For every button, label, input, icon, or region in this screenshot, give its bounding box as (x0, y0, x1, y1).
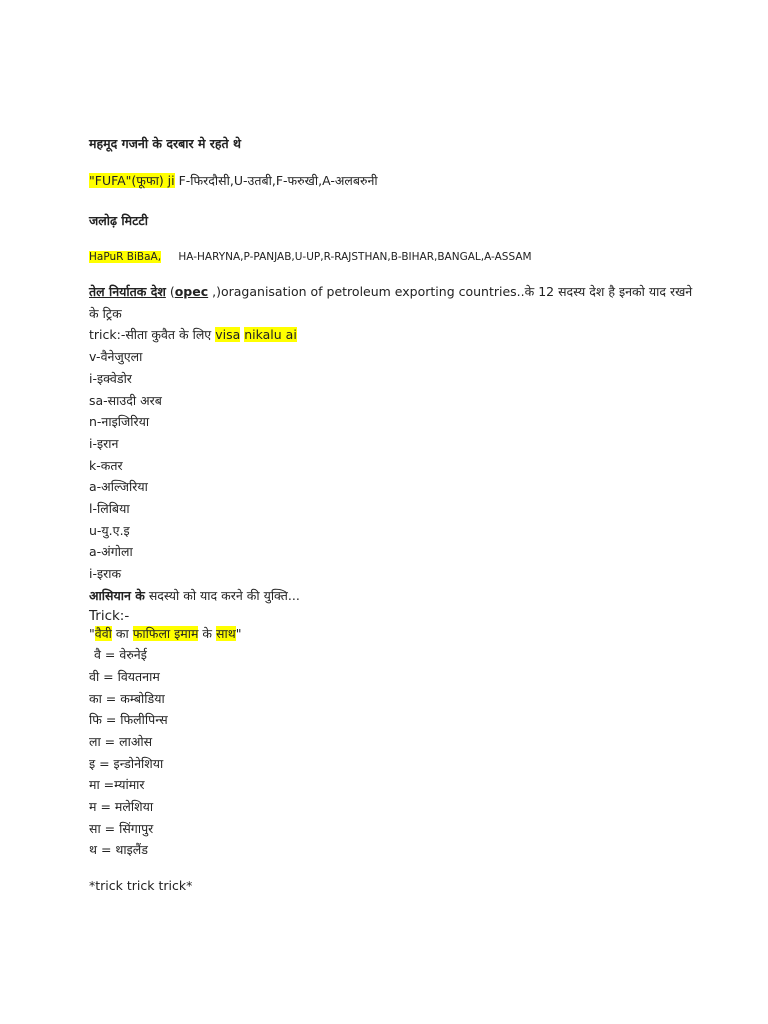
asean-item: ला = लाओस (89, 734, 153, 749)
opec-item: k-कतर (89, 458, 123, 473)
opec-title: तेल निर्यातक देश (89, 284, 166, 299)
mnemonic-word-1: वैवी (94, 626, 112, 641)
opec-trick-nikalu: nikalu ai (244, 327, 297, 342)
hapur-highlight: HaPuR BiBaA, (89, 251, 162, 263)
opec-item: i-इराक (89, 566, 122, 581)
heading-ghazni: महमूद गजनी के दरबार मे रहते थे (89, 136, 241, 151)
opec-line2: के ट्रिक (89, 306, 122, 321)
quote-close: " (235, 626, 242, 641)
opec-rest: ,)oraganisation of petroleum exporting countries..के 12 सदस्य देश है इनको याद रखने (208, 284, 693, 299)
opec-item: i-इरान (89, 436, 119, 451)
opec-paren: ( (169, 284, 175, 299)
heading-alluvial-soil: जलोढ़ मिटटी (89, 213, 148, 228)
opec-trick-visa: visa (215, 327, 241, 342)
opec-item: u-यु.ए.इ (89, 523, 130, 538)
opec-trick-line (89, 326, 297, 344)
asean-item: इ = इन्डोनेशिया (89, 756, 164, 771)
opec-item: i-इक्वेडोर (89, 371, 132, 386)
asean-item: मा =म्यांमार (89, 777, 145, 792)
opec-heading-line (89, 283, 692, 301)
opec-item: n-नाइजिरिया (89, 414, 150, 429)
asean-trick-label: Trick:- (89, 608, 130, 624)
fufa-line (89, 172, 378, 190)
opec-item: sa-साउदी अरब (89, 393, 162, 408)
asean-title-rest: सदस्यो को याद करने की युक्ति... (144, 588, 300, 603)
opec-item: v-वैनेजुएला (89, 349, 143, 364)
opec-item: a-अंगोला (89, 544, 133, 559)
asean-item: थ = थाइलैंड (89, 842, 148, 857)
fufa-highlight: "FUFA"(फूफा) ji (89, 173, 175, 188)
hapur-line (89, 248, 532, 266)
opec-item: l-लिबिया (89, 501, 130, 516)
asean-item: फि = फिलीपिन्स (89, 712, 168, 727)
mnemonic-word-2: फाफिला इमाम (132, 626, 199, 641)
footer-trick-text: *trick trick trick* (89, 878, 193, 893)
mnemonic-word-3: साथ (216, 626, 236, 641)
asean-item: सा = सिंगापुर (89, 821, 154, 836)
asean-item: म = मलेशिया (89, 799, 154, 814)
mnemonic-text-2: के (198, 626, 216, 641)
asean-item: वै = वेरुनेई (94, 647, 147, 662)
asean-mnemonic-line (89, 625, 241, 643)
asean-item: का = कम्बोडिया (89, 691, 165, 706)
asean-item: वी = वियतनाम (89, 669, 160, 684)
opec-word: opec (174, 284, 209, 299)
asean-title: आसियान के (89, 588, 145, 603)
fufa-text: F-फिरदौसी,U-उतबी,F-फरुखी,A-अलबरुनी (178, 173, 378, 188)
asean-heading-line (89, 587, 300, 605)
opec-trick-prefix: trick:-सीता कुवैत के लिए (89, 327, 216, 342)
hapur-text: HA-HARYNA,P-PANJAB,U-UP,R-RAJSTHAN,B-BIHAR,BANGAL,A-ASSAM (178, 251, 532, 263)
opec-item: a-अल्जिरिया (89, 479, 148, 494)
mnemonic-text-1: का (111, 626, 133, 641)
quote-open: " (89, 626, 95, 641)
